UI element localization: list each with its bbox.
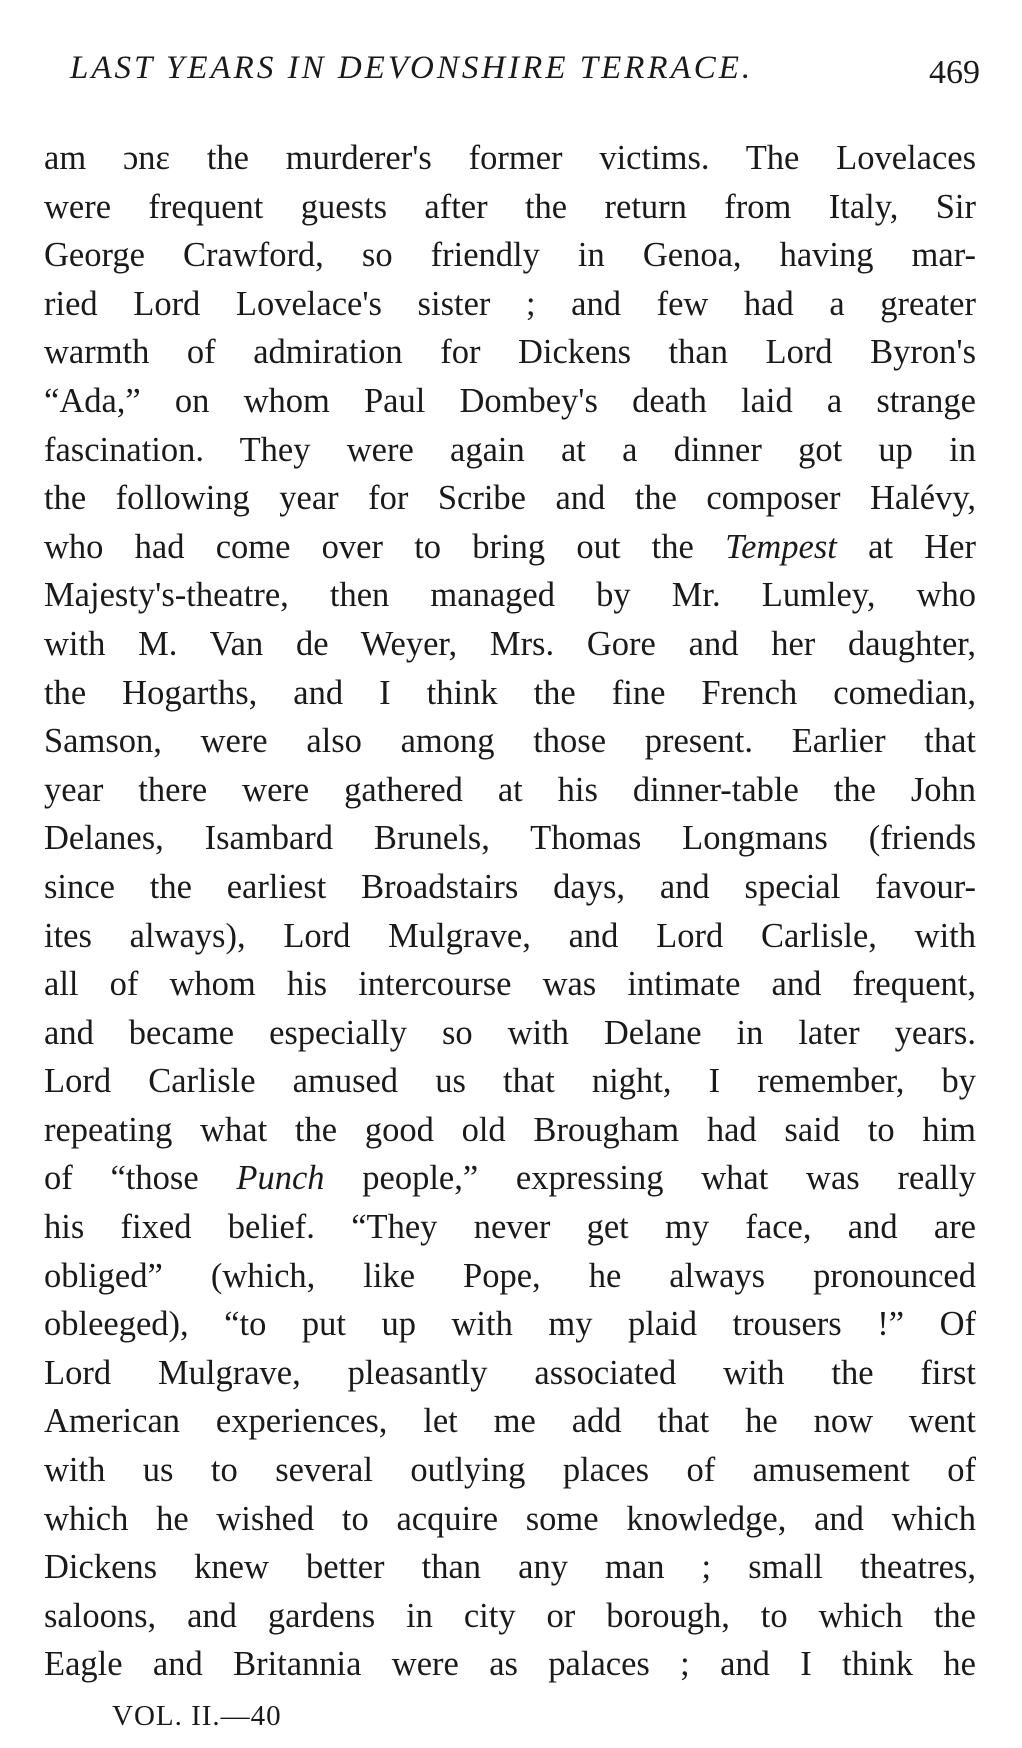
italic-title: Punch [236,1159,325,1198]
text-line: with M. Van de Weyer, Mrs. Gore and her daughter, [44,624,976,663]
text-line: Dickens knew better than any man ; small theatres, [44,1548,976,1587]
text-line: repeating what the good old Brougham had said to him [44,1110,976,1149]
italic-title: Tempest [725,527,837,566]
text-line: Samson, were also among those present. Earlier that [44,722,976,761]
text-line: fascination. They were again at a dinner got up in [44,430,976,469]
text-line: and became especially so with Delane in later years. [44,1013,976,1052]
text-line [44,1154,976,1203]
text-line: American experiences, let me add that he now went [44,1402,976,1441]
text-line: obleeged), “to put up with my plaid trousers !” Of [44,1305,976,1344]
text-line: warmth of admiration for Dickens than Lord Byron's [44,333,976,372]
text-line: ried Lord Lovelace's sister ; and few had a greater [44,284,976,323]
running-head [60,50,980,110]
text-line: ites always), Lord Mulgrave, and Lord Carlisle, with [44,916,976,955]
running-title: LAST YEARS IN DEVONSHIRE TERRACE. [70,50,754,86]
text-line: which he wished to acquire some knowledge, and which [44,1499,976,1538]
text-line: Lord Mulgrave, pleasantly associated with the first [44,1353,976,1392]
text-line: saloons, and gardens in city or borough, to which the [44,1596,976,1635]
text-line: the Hogarths, and I think the fine French comedian, [44,673,976,712]
text-line [44,523,976,572]
text-segment: people,” expressing what was really [324,1159,976,1198]
text-line: Eagle and Britannia were as palaces ; and I think he [44,1645,976,1684]
text-segment: at Her [836,527,976,566]
text-line: were frequent guests after the return from Italy, Sir [44,187,976,226]
text-line: George Crawford, so friendly in Genoa, having mar- [44,236,976,275]
text-segment: of “those [44,1159,237,1198]
text-line: Majesty's-theatre, then managed by Mr. Lumley, who [44,576,976,615]
text-line: “Ada,” on whom Paul Dombey's death laid a strange [44,381,976,420]
signature-mark: VOL. II.—40 [112,1700,282,1732]
body-text [44,134,976,1689]
text-line: year there were gathered at his dinner-table the John [44,770,976,809]
page-number: 469 [929,54,980,91]
text-line: am ɔnɛ the murderer's former victims. The Lovelaces [44,139,976,177]
text-line: Lord Carlisle amused us that night, I remember, by [44,1062,976,1101]
text-segment: who had come over to bring out the [44,527,726,566]
text-line: the following year for Scribe and the composer Halévy, [44,479,976,518]
text-line: Delanes, Isambard Brunels, Thomas Longmans (friends [44,819,976,858]
text-line: with us to several outlying places of amusement of [44,1451,976,1490]
text-line: since the earliest Broadstairs days, and special favour- [44,867,976,906]
text-line: obliged” (which, like Pope, he always pronounced [44,1256,976,1295]
text-line: all of whom his intercourse was intimate and frequent, [44,965,976,1004]
text-line: his fixed belief. “They never get my face, and are [44,1208,976,1247]
